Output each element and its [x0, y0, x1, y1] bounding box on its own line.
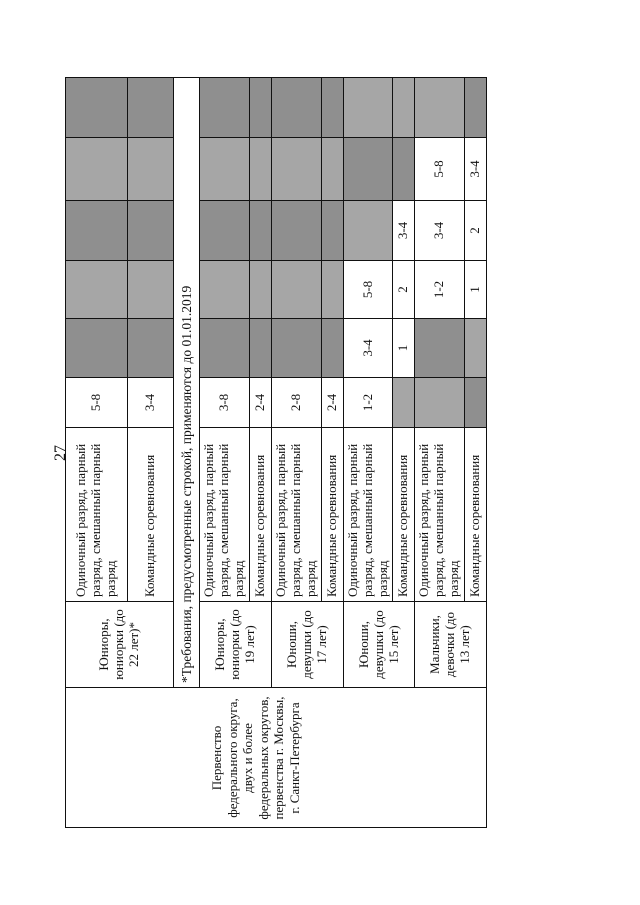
value-cell: 1: [393, 319, 415, 378]
event-cell: Командные соревнования: [249, 428, 271, 602]
shaded-cell: [249, 201, 271, 261]
shaded-cell: [321, 261, 343, 319]
value-cell: 3-4: [393, 201, 415, 261]
table-row: [66, 78, 128, 828]
shaded-cell: [393, 378, 415, 428]
page-number: 27: [52, 445, 69, 461]
competition-label: Первенство федерального округа, двух и более федеральных округов, первенства г. Москвы, г. Санкт-Петербурга: [209, 696, 302, 820]
value-cell: 3-8: [200, 378, 250, 428]
event-cell: Одиночный разряд, парный разряд, смешанный парный разряд: [66, 428, 128, 602]
shaded-cell: [249, 261, 271, 319]
value-cell: 5-8: [415, 138, 465, 201]
value-cell: 5-8: [343, 261, 393, 319]
value-cell: 1: [465, 261, 487, 319]
value-cell: 3-4: [465, 138, 487, 201]
shaded-cell: [66, 78, 128, 138]
event-cell: Командные соревнования: [128, 428, 174, 602]
shaded-cell: [271, 319, 321, 378]
age-group-cell: Юниоры, юниорки (до 22 лет)*: [66, 602, 174, 688]
shaded-cell: [465, 378, 487, 428]
shaded-cell: [271, 261, 321, 319]
shaded-cell: [128, 78, 174, 138]
shaded-cell: [321, 138, 343, 201]
shaded-cell: [415, 78, 465, 138]
shaded-cell: [200, 201, 250, 261]
shaded-cell: [271, 201, 321, 261]
event-cell: Одиночный разряд, парный разряд, смешанный парный разряд: [343, 428, 393, 602]
event-cell: Командные соревнования: [321, 428, 343, 602]
shaded-cell: [66, 138, 128, 201]
shaded-cell: [128, 261, 174, 319]
shaded-cell: [66, 201, 128, 261]
shaded-cell: [343, 201, 393, 261]
value-cell: 1-2: [415, 261, 465, 319]
value-cell: 5-8: [66, 378, 128, 428]
value-cell: 2: [393, 261, 415, 319]
event-cell: Одиночный разряд, парный разряд, смешанный парный разряд: [271, 428, 321, 602]
shaded-cell: [249, 78, 271, 138]
shaded-cell: [200, 138, 250, 201]
shaded-cell: [271, 78, 321, 138]
shaded-cell: [200, 261, 250, 319]
shaded-cell: [321, 201, 343, 261]
shaded-cell: [128, 201, 174, 261]
value-cell: 2: [465, 201, 487, 261]
age-group-cell: Юниоры, юниорки (до 19 лет): [200, 602, 272, 688]
shaded-cell: [128, 138, 174, 201]
value-cell: 2-8: [271, 378, 321, 428]
shaded-cell: [321, 78, 343, 138]
event-cell: Командные соревнования: [465, 428, 487, 602]
value-cell: 3-4: [128, 378, 174, 428]
shaded-cell: [249, 138, 271, 201]
shaded-cell: [128, 319, 174, 378]
age-group-cell: Юноши, девушки (до 17 лет): [271, 602, 343, 688]
shaded-cell: [321, 319, 343, 378]
value-cell: 3-4: [343, 319, 393, 378]
shaded-cell: [393, 78, 415, 138]
value-cell: 2-4: [321, 378, 343, 428]
shaded-cell: [249, 319, 271, 378]
shaded-cell: [200, 319, 250, 378]
age-group-cell: Мальчики, девочки (до 13 лет): [415, 602, 487, 688]
event-cell: Командные соревнования: [393, 428, 415, 602]
event-cell: Одиночный разряд, парный разряд, смешанный парный разряд: [200, 428, 250, 602]
shaded-cell: [465, 319, 487, 378]
shaded-cell: [415, 319, 465, 378]
table-frame: [65, 78, 483, 828]
shaded-cell: [415, 378, 465, 428]
shaded-cell: [66, 261, 128, 319]
shaded-cell: [66, 319, 128, 378]
footnote: *Требования, предусмотренные строкой, применяются до 01.01.2019: [174, 78, 200, 688]
shaded-cell: [271, 138, 321, 201]
age-group-cell: Юноши, девушки (до 15 лет): [343, 602, 415, 688]
value-cell: 1-2: [343, 378, 393, 428]
event-cell: Одиночный разряд, парный разряд, смешанный парный разряд: [415, 428, 465, 602]
shaded-cell: [200, 78, 250, 138]
shaded-cell: [393, 138, 415, 201]
shaded-cell: [343, 78, 393, 138]
shaded-cell: [343, 138, 393, 201]
shaded-cell: [465, 78, 487, 138]
value-cell: 2-4: [249, 378, 271, 428]
value-cell: 3-4: [415, 201, 465, 261]
